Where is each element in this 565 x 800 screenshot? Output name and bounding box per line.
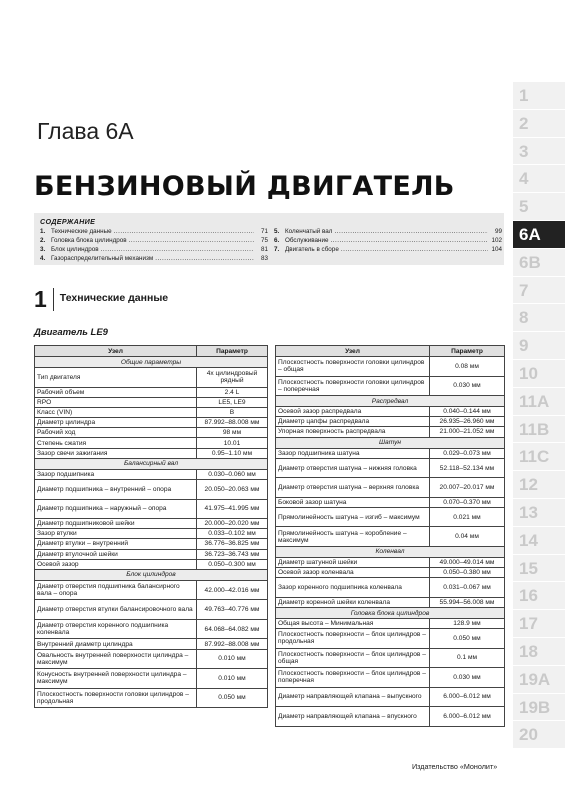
spec-value: 4х цилиндровый рядный xyxy=(197,368,268,388)
chapter-tab[interactable]: 15 xyxy=(511,555,565,582)
contents-item-page: 81 xyxy=(260,246,268,253)
spec-value: 26.935–26.960 мм xyxy=(430,417,505,427)
chapter-tab[interactable]: 9 xyxy=(511,332,565,359)
table-row xyxy=(35,418,268,428)
contents-item-number: 1. xyxy=(40,228,46,235)
table-row xyxy=(276,427,505,437)
chapter-tab[interactable]: 2 xyxy=(511,110,565,137)
spec-table-left xyxy=(34,345,268,708)
table-subheader: Распредвал xyxy=(276,396,505,407)
table-row xyxy=(35,469,268,479)
table-row xyxy=(35,519,268,529)
spec-name: Диаметр отверстия шатуна – верхняя головка xyxy=(276,478,430,498)
table-row xyxy=(276,478,505,498)
spec-value: 0.021 мм xyxy=(430,507,505,527)
spec-name: Диаметр коренной шейки коленвала xyxy=(276,597,430,607)
table-subheader-row xyxy=(276,546,505,557)
table-subheader: Общие параметры xyxy=(35,357,268,368)
spec-name: Конусность внутренней поверхности цилиндра – максимум xyxy=(35,669,197,689)
contents-item-title: Блок цилиндров ..... xyxy=(51,245,254,254)
spec-name: Диаметр подшипниковой шейки xyxy=(35,519,197,529)
table-row xyxy=(35,600,268,620)
contents-item-title: Двигатель в сборе ..... xyxy=(285,245,488,254)
spec-name: Диаметр втулки – внутренний xyxy=(35,539,197,549)
table-subheader: Балансирный вал xyxy=(35,458,268,469)
header-param: Параметр xyxy=(430,346,505,357)
table-subheader-row xyxy=(276,396,505,407)
section-title: Технические данные xyxy=(59,291,169,304)
contents-item[interactable] xyxy=(274,227,502,236)
table-row xyxy=(35,368,268,388)
table-row xyxy=(276,629,505,649)
contents-item-number: 2. xyxy=(40,237,46,244)
table-row xyxy=(276,597,505,607)
contents-item-number: 7. xyxy=(274,246,280,253)
table-row xyxy=(276,407,505,417)
contents-item-number: 4. xyxy=(40,255,46,262)
spec-value: 49.763–40.776 мм xyxy=(197,600,268,620)
chapter-tab[interactable]: 7 xyxy=(511,277,565,304)
chapter-tab[interactable]: 14 xyxy=(511,527,565,554)
table-row xyxy=(276,357,505,377)
spec-value: 0.010 мм xyxy=(197,669,268,689)
spec-value: 0.1 мм xyxy=(430,648,505,668)
spec-name: Овальность внутренней поверхности цилиндра – максимум xyxy=(35,649,197,669)
chapter-tab[interactable]: 13 xyxy=(511,499,565,526)
spec-name: Плоскостность поверхности – блок цилиндров – поперечная xyxy=(276,668,430,688)
contents-item-page: 83 xyxy=(260,255,268,262)
table-row xyxy=(35,499,268,519)
table-row xyxy=(35,669,268,689)
chapter-tab[interactable]: 1 xyxy=(511,82,565,109)
contents-item[interactable] xyxy=(40,245,268,254)
spec-value: LE5, LE9 xyxy=(197,397,268,407)
table-row xyxy=(35,438,268,448)
spec-value: 0.050 мм xyxy=(197,688,268,708)
header-unit: Узел xyxy=(276,346,430,357)
table-subheader-row xyxy=(35,357,268,368)
spec-value: 0.030 мм xyxy=(430,376,505,396)
chapter-tab[interactable]: 11С xyxy=(511,443,565,470)
table-row xyxy=(35,480,268,500)
contents-item[interactable] xyxy=(274,245,502,254)
spec-name: Диаметр подшипника – внутренний – опора xyxy=(35,480,197,500)
spec-value: 6.000–6.012 мм xyxy=(430,687,505,707)
chapter-tab[interactable]: 8 xyxy=(511,304,565,331)
table-row xyxy=(35,619,268,639)
table-subheader: Шатун xyxy=(276,437,505,448)
spec-name: Общая высота – Минимальная xyxy=(276,619,430,629)
chapter-tab[interactable]: 3 xyxy=(511,138,565,165)
table-row xyxy=(35,448,268,458)
spec-name: Диаметр подшипника – наружный – опора xyxy=(35,499,197,519)
chapter-tab[interactable]: 6А xyxy=(511,221,565,248)
contents-item-page: 71 xyxy=(260,228,268,235)
table-subheader: Блок цилиндров xyxy=(35,569,268,580)
spec-name: Степень сжатия xyxy=(35,438,197,448)
spec-name: Диаметр отверстия подшипника балансирного вала – опора xyxy=(35,580,197,600)
spec-name: Прямолинейность шатуна – коробление – максимум xyxy=(276,527,430,547)
spec-name: Диаметр шатунной шейки xyxy=(276,557,430,567)
contents-item-title: Газораспределительный механизм ..... xyxy=(51,254,254,263)
table-row xyxy=(35,549,268,559)
spec-value: 128.9 мм xyxy=(430,619,505,629)
table-subheader-row xyxy=(276,437,505,448)
table-row xyxy=(35,649,268,669)
table-row xyxy=(276,707,505,727)
spec-value: 20.050–20.063 мм xyxy=(197,480,268,500)
spec-value: 41.975–41.995 мм xyxy=(197,499,268,519)
publisher-label: Издательство «Монолит» xyxy=(412,762,498,771)
contents-column-left xyxy=(40,227,268,263)
contents-item-number: 6. xyxy=(274,237,280,244)
spec-name: Диаметр цилиндра xyxy=(35,418,197,428)
spec-name: Осевой зазор xyxy=(35,559,197,569)
contents-box xyxy=(34,213,504,265)
spec-table-right xyxy=(275,345,505,727)
spec-value: 0.030 мм xyxy=(430,668,505,688)
spec-value: 42.000–42.016 мм xyxy=(197,580,268,600)
contents-item-title: Коленчатый вал ..... xyxy=(285,227,488,236)
spec-name: RPO xyxy=(35,397,197,407)
chapter-tab[interactable]: 19А xyxy=(511,666,565,693)
contents-item-title: Головка блока цилиндров ..... xyxy=(51,236,254,245)
spec-value: 49.000–49.014 мм xyxy=(430,557,505,567)
table-row xyxy=(276,687,505,707)
chapter-tab[interactable]: 11В xyxy=(511,416,565,443)
section-heading xyxy=(34,288,168,311)
spec-name: Прямолинейность шатуна – изгиб – максимум xyxy=(276,507,430,527)
spec-name: Плоскостность поверхности – блок цилиндров – общая xyxy=(276,648,430,668)
chapter-tab[interactable]: 19В xyxy=(511,694,565,721)
contents-item[interactable] xyxy=(274,236,502,245)
contents-item-page: 104 xyxy=(491,246,502,253)
spec-value: 0.033–0.102 мм xyxy=(197,529,268,539)
table-row xyxy=(35,529,268,539)
table-row xyxy=(35,539,268,549)
spec-name: Диаметр отверстия коренного подшипника коленвала xyxy=(35,619,197,639)
table-row xyxy=(276,448,505,458)
contents-heading: СОДЕРЖАНИЕ xyxy=(40,217,96,226)
page-title: БЕНЗИНОВЫЙ ДВИГАТЕЛЬ xyxy=(34,171,455,202)
spec-value: 52.118–52.134 мм xyxy=(430,458,505,478)
spec-value: 0.95–1.10 мм xyxy=(197,448,268,458)
spec-value: 98 мм xyxy=(197,428,268,438)
spec-value: 0.050–0.300 мм xyxy=(197,559,268,569)
contents-item-page: 75 xyxy=(260,237,268,244)
spec-value: 21.000–21.052 мм xyxy=(430,427,505,437)
spec-name: Упорная поверхность распредвала xyxy=(276,427,430,437)
spec-name: Рабочий ход xyxy=(35,428,197,438)
table-row xyxy=(276,417,505,427)
chapter-tab[interactable]: 4 xyxy=(511,165,565,192)
table-row xyxy=(35,407,268,417)
table-row xyxy=(35,559,268,569)
table-row xyxy=(276,557,505,567)
table-row xyxy=(276,668,505,688)
spec-value: 0.050 мм xyxy=(430,629,505,649)
spec-name: Внутренний диаметр цилиндра xyxy=(35,639,197,649)
spec-name: Зазор втулки xyxy=(35,529,197,539)
spec-value: 36.776–36.825 мм xyxy=(197,539,268,549)
contents-item-page: 99 xyxy=(494,228,502,235)
table-row xyxy=(276,497,505,507)
spec-value: 36.723–36.743 мм xyxy=(197,549,268,559)
spec-value: 55.994–56.008 мм xyxy=(430,597,505,607)
contents-item[interactable] xyxy=(40,236,268,245)
spec-name: Плоскостность поверхности головки цилиндров – продольная xyxy=(35,688,197,708)
chapter-tab[interactable]: 12 xyxy=(511,471,565,498)
spec-value: 0.040–0.144 мм xyxy=(430,407,505,417)
spec-name: Зазор подшипника xyxy=(35,469,197,479)
table-row xyxy=(276,648,505,668)
table-row xyxy=(276,578,505,598)
section-number: 1 xyxy=(34,288,54,311)
table-row xyxy=(35,639,268,649)
contents-item[interactable] xyxy=(40,254,268,263)
chapter-tabs xyxy=(511,82,565,749)
spec-value: 20.000–20.020 мм xyxy=(197,519,268,529)
spec-name: Диаметр отверстия шатуна – нижняя головка xyxy=(276,458,430,478)
spec-value: 2.4 L xyxy=(197,387,268,397)
spec-name: Плоскостность поверхности – блок цилиндров – продольная xyxy=(276,629,430,649)
spec-value: B xyxy=(197,407,268,417)
spec-name: Зазор подшипника шатуна xyxy=(276,448,430,458)
spec-value: 20.007–20.017 мм xyxy=(430,478,505,498)
spec-value: 87.992–88.008 мм xyxy=(197,639,268,649)
table-subheader: Головка блока цилиндров xyxy=(276,608,505,619)
contents-item[interactable] xyxy=(40,227,268,236)
contents-item-page: 102 xyxy=(491,237,502,244)
contents-item-title: Обслуживание ..... xyxy=(285,236,488,245)
spec-value: 0.029–0.073 мм xyxy=(430,448,505,458)
spec-value: 10.01 xyxy=(197,438,268,448)
contents-item-number: 5. xyxy=(274,228,280,235)
spec-value: 0.050–0.380 мм xyxy=(430,568,505,578)
table-row xyxy=(35,397,268,407)
spec-name: Класс (VIN) xyxy=(35,407,197,417)
spec-name: Зазор свечи зажигания xyxy=(35,448,197,458)
spec-name: Тип двигателя xyxy=(35,368,197,388)
contents-column-right xyxy=(274,227,502,254)
chapter-label: Глава 6А xyxy=(37,118,134,144)
table-row xyxy=(35,580,268,600)
engine-label: Двигатель LE9 xyxy=(34,327,108,338)
spec-name: Диаметр направляющей клапана – впускного xyxy=(276,707,430,727)
table-row xyxy=(35,688,268,708)
spec-value: 0.08 мм xyxy=(430,357,505,377)
table-row xyxy=(276,619,505,629)
chapter-tab[interactable]: 17 xyxy=(511,610,565,637)
spec-name: Диаметр направляющей клапана – выпускного xyxy=(276,687,430,707)
table-row xyxy=(276,507,505,527)
chapter-tab[interactable]: 16 xyxy=(511,582,565,609)
table-row xyxy=(35,387,268,397)
spec-value: 87.992–88.008 мм xyxy=(197,418,268,428)
contents-item-number: 3. xyxy=(40,246,46,253)
spec-name: Диаметр втулочной шейки xyxy=(35,549,197,559)
header-unit: Узел xyxy=(35,346,197,357)
spec-name: Плоскостность поверхности головки цилиндров – общая xyxy=(276,357,430,377)
chapter-tab[interactable]: 18 xyxy=(511,638,565,665)
chapter-tab[interactable]: 5 xyxy=(511,193,565,220)
header-param: Параметр xyxy=(197,346,268,357)
chapter-tab[interactable]: 20 xyxy=(511,721,565,748)
table-row xyxy=(276,568,505,578)
spec-name: Диаметр отверстия втулки балансировочного вала xyxy=(35,600,197,620)
spec-name: Рабочий объем xyxy=(35,387,197,397)
table-row xyxy=(276,458,505,478)
spec-value: 0.030–0.060 мм xyxy=(197,469,268,479)
table-row xyxy=(276,376,505,396)
spec-value: 64.068–64.082 мм xyxy=(197,619,268,639)
chapter-tab[interactable]: 6В xyxy=(511,249,565,276)
spec-value: 6.000–6.012 мм xyxy=(430,707,505,727)
spec-value: 0.04 мм xyxy=(430,527,505,547)
spec-value: 0.070–0.370 мм xyxy=(430,497,505,507)
spec-name: Боковой зазор шатуна xyxy=(276,497,430,507)
table-row xyxy=(35,428,268,438)
spec-name: Осевой зазор распредвала xyxy=(276,407,430,417)
table-subheader-row xyxy=(35,458,268,469)
chapter-tab[interactable]: 10 xyxy=(511,360,565,387)
table-row xyxy=(276,527,505,547)
table-subheader: Коленвал xyxy=(276,546,505,557)
table-subheader-row xyxy=(276,608,505,619)
table-subheader-row xyxy=(35,569,268,580)
spec-name: Диаметр цапфы распредвала xyxy=(276,417,430,427)
spec-value: 0.010 мм xyxy=(197,649,268,669)
spec-name: Плоскостность поверхности головки цилиндров – поперечная xyxy=(276,376,430,396)
contents-item-title: Технические данные ..... xyxy=(51,227,254,236)
spec-name: Осевой зазор коленвала xyxy=(276,568,430,578)
spec-value: 0.031–0.067 мм xyxy=(430,578,505,598)
spec-name: Зазор коренного подшипника коленвала xyxy=(276,578,430,598)
chapter-tab[interactable]: 11А xyxy=(511,388,565,415)
